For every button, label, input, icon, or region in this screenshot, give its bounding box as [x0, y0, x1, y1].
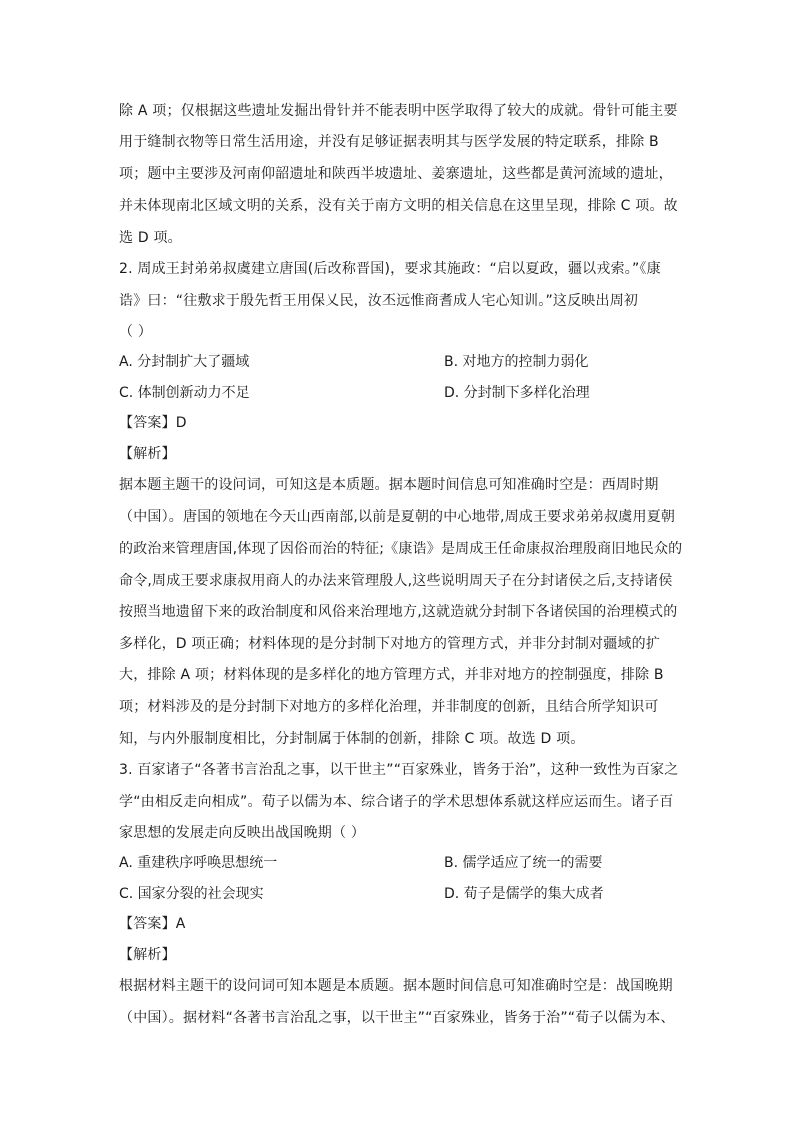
- analysis-line: 的政治来管理唐国,体现了因俗而治的特征;《康诰》是周成王任命康叔治理殷商旧地民众的: [119, 541, 683, 557]
- question-2-analysis-label: 【解析】: [119, 446, 176, 462]
- question-2-option-a: A. 分封制扩大了疆域: [119, 354, 250, 370]
- analysis-line: 命令,周成王要求康叔用商人的办法来管理殷人,这些说明周天子在分封诸侯之后,支持诸侯: [119, 573, 673, 589]
- paragraph-line: 并未体现南北区域文明的关系，没有关于南方文明的相关信息在这里呈现，排除 C 项。故: [119, 198, 678, 214]
- paragraph-line: 除 A 项；仅根据这些遗址发掘出骨针并不能表明中医学取得了较大的成就。骨针可能主要: [119, 103, 678, 119]
- analysis-line: 按照当地遗留下来的政治制度和风俗来治理地方,这就造就分封制下各诸侯国的治理模式的: [119, 604, 678, 620]
- question-3-stem: 学“由相反走向相成”。荀子以儒为本、综合诸子的学术思想体系就这样应运而生。诸子百: [119, 794, 674, 810]
- analysis-line: 项；材料涉及的是分封制下对地方的多样化治理，并非制度的创新，且结合所学知识可: [119, 699, 659, 715]
- question-3-option-c: C. 国家分裂的社会现实: [119, 886, 264, 902]
- question-2-stem: 2. 周成王封弟弟叔虞建立唐国(后改称晋国)，要求其施政：“启以夏政，疆以戎索。”《康: [119, 261, 661, 277]
- question-3-stem: 家思想的发展走向反映出战国晚期（ ）: [119, 825, 366, 841]
- question-3-analysis-label: 【解析】: [119, 947, 176, 963]
- analysis-line: 多样化，D 项正确；材料体现的是分封制下对地方的管理方式，并非分封制对疆域的扩: [119, 636, 661, 652]
- analysis-line: （中国）。据材料“各著书言治乱之事，以干世主”“百家殊业，皆务于治”“荀子以儒为本、: [119, 1010, 675, 1026]
- question-2-answer: 【答案】D: [119, 415, 187, 431]
- analysis-line: 大，排除 A 项；材料体现的是多样化的地方管理方式，并非对地方的控制强度，排除 B: [119, 667, 664, 683]
- question-2-option-c: C. 体制创新动力不足: [119, 385, 250, 401]
- analysis-line: 知，与内外服制度相比，分封制属于体制的创新，排除 C 项。故选 D 项。: [119, 731, 585, 747]
- paragraph-line: 项；题中主要涉及河南仰韶遗址和陕西半坡遗址、姜寨遗址，这些都是黄河流域的遗址，: [119, 166, 673, 182]
- question-2-stem: 诰》曰：“往敷求于殷先哲王用保乂民，汝丕远惟商耆成人宅心知训。”这反映出周初: [119, 293, 639, 309]
- question-3-option-b: B. 儒学适应了统一的需要: [444, 855, 603, 871]
- analysis-line: （中国）。唐国的领地在今天山西南部,以前是夏朝的中心地带,周成王要求弟弟叔虞用夏朝: [119, 509, 676, 525]
- paragraph-line: 用于缝制衣物等日常生活用途，并没有足够证据表明其与医学发展的特定联系，排除 B: [119, 134, 659, 150]
- analysis-line: 据本题主题干的设问词，可知这是本质题。据本题时间信息可知准确时空是：西周时期: [119, 477, 659, 493]
- question-2-option-d: D. 分封制下多样化治理: [444, 385, 590, 401]
- question-3-stem: 3. 百家诸子“各著书言治乱之事，以干世主”“百家殊业，皆务于治”，这种一致性为百家之: [119, 762, 679, 778]
- analysis-line: 根据材料主题干的设问词可知本题是本质题。据本题时间信息可知准确时空是：战国晚期: [119, 978, 673, 994]
- question-3-option-a: A. 重建秩序呼唤思想统一: [119, 855, 278, 871]
- question-2-blank: （ ）: [119, 324, 153, 340]
- paragraph-line: 选 D 项。: [119, 230, 182, 246]
- question-2-option-b: B. 对地方的控制力弱化: [444, 354, 589, 370]
- question-3-answer: 【答案】A: [119, 916, 186, 932]
- question-3-option-d: D. 荀子是儒学的集大成者: [444, 886, 604, 902]
